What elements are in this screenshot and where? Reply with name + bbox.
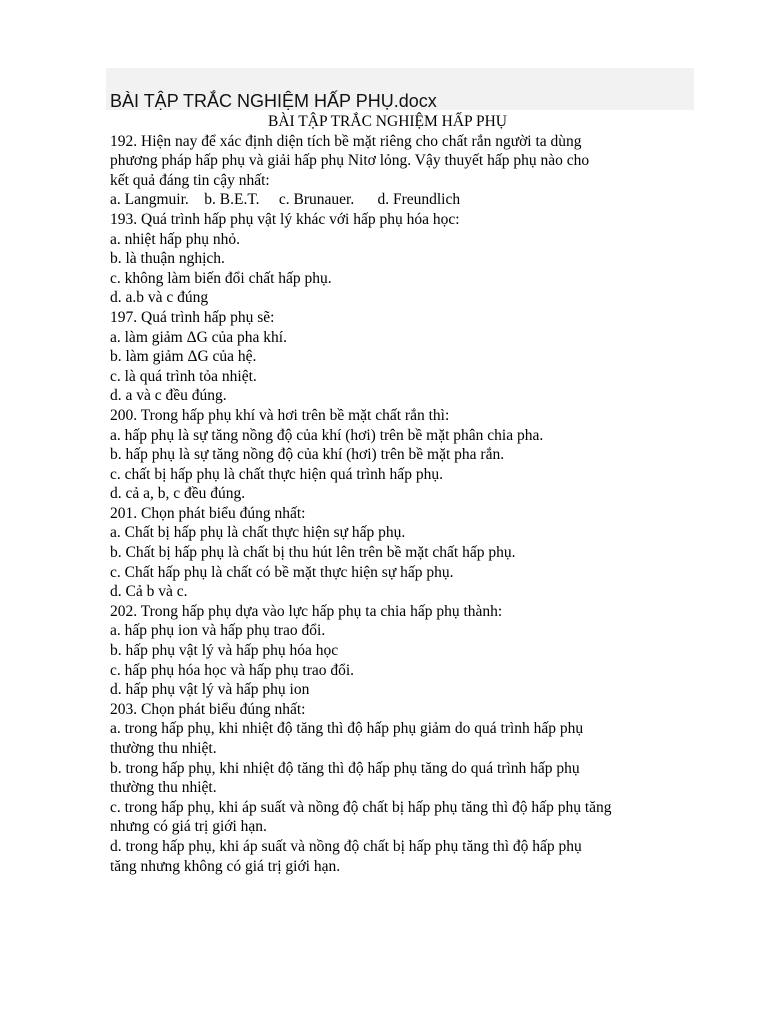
answer-line: c. là quá trình tỏa nhiệt. — [110, 367, 257, 385]
answer-line: c. chất bị hấp phụ là chất thực hiện quá trình hấp phụ. — [110, 465, 443, 483]
answer-line: b. hấp phụ vật lý và hấp phụ hóa học — [110, 642, 339, 660]
text-line: kết quả đáng tin cậy nhất: — [110, 171, 270, 189]
answer-line: d. trong hấp phụ, khi áp suất và nồng độ chất bị hấp phụ tăng thì độ hấp phụ — [110, 837, 582, 855]
document-file-title: BÀI TẬP TRẮC NGHIỆM HẤP PHỤ.docx — [110, 91, 437, 111]
answer-line: thường thu nhiệt. — [110, 779, 217, 797]
answer-line: c. không làm biến đổi chất hấp phụ. — [110, 269, 332, 287]
answer-line: a. Chất bị hấp phụ là chất thực hiện sự hấp phụ. — [110, 524, 406, 542]
answer-line: a. trong hấp phụ, khi nhiệt độ tăng thì độ hấp phụ giảm do quá trình hấp phụ — [110, 720, 584, 738]
document-heading: BÀI TẬP TRẮC NGHIỆM HẤP PHỤ — [268, 113, 507, 130]
answer-line: d. Cả b và c. — [110, 583, 188, 601]
text-line: phương pháp hấp phụ và giải hấp phụ Nitơ lỏng. Vậy thuyết hấp phụ nào cho — [110, 152, 590, 170]
document-content — [110, 112, 710, 876]
answer-line: a. làm giảm ΔG của pha khí. — [110, 328, 287, 346]
answer-line: d. hấp phụ vật lý và hấp phụ ion — [110, 681, 310, 699]
question-line: 193. Quá trình hấp phụ vật lý khác với hấp phụ hóa học: — [110, 210, 460, 228]
answer-line: a. nhiệt hấp phụ nhỏ. — [110, 230, 241, 248]
answer-line: b. là thuận nghịch. — [110, 250, 225, 268]
question-line: 201. Chọn phát biểu đúng nhất: — [110, 504, 306, 522]
answer-line: nhưng có giá trị giới hạn. — [110, 818, 267, 836]
question-line: 202. Trong hấp phụ dựa vào lực hấp phụ ta chia hấp phụ thành: — [110, 602, 503, 620]
answer-line: b. Chất bị hấp phụ là chất bị thu hút lên trên bề mặt chất hấp phụ. — [110, 544, 516, 562]
answer-line: a. hấp phụ ion và hấp phụ trao đổi. — [110, 622, 326, 640]
answer-line: d. a và c đều đúng. — [110, 387, 227, 405]
answer-line: d. a.b và c đúng — [110, 289, 209, 307]
question-line: 203. Chọn phát biểu đúng nhất: — [110, 700, 306, 718]
answer-line: b. làm giảm ΔG của hệ. — [110, 348, 257, 366]
answer-options-line: a. Langmuir. b. B.E.T. c. Brunauer. d. Freundlich — [110, 191, 461, 209]
answer-line: b. hấp phụ là sự tăng nồng độ của khí (hơi) trên bề mặt pha rắn. — [110, 446, 505, 464]
answer-line: thường thu nhiệt. — [110, 740, 217, 757]
answer-line: c. hấp phụ hóa học và hấp phụ trao đổi. — [110, 661, 355, 679]
question-line: 200. Trong hấp phụ khí và hơi trên bề mặt chất rắn thì: — [110, 406, 450, 424]
text-line: 192. Hiện nay để xác định diện tích bề mặt riêng cho chất rắn người ta dùng — [110, 132, 582, 150]
answer-line: tăng nhưng không có giá trị giới hạn. — [110, 857, 341, 875]
answer-line: b. trong hấp phụ, khi nhiệt độ tăng thì độ hấp phụ tăng do quá trình hấp phụ — [110, 759, 580, 777]
answer-line: c. trong hấp phụ, khi áp suất và nồng độ chất bị hấp phụ tăng thì độ hấp phụ tăng — [110, 798, 612, 816]
answer-line: a. hấp phụ là sự tăng nồng độ của khí (hơi) trên bề mặt phân chia pha. — [110, 426, 544, 444]
answer-line: d. cả a, b, c đều đúng. — [110, 485, 246, 503]
question-line: 197. Quá trình hấp phụ sẽ: — [110, 308, 275, 326]
answer-line: c. Chất hấp phụ là chất có bề mặt thực hiện sự hấp phụ. — [110, 563, 454, 581]
